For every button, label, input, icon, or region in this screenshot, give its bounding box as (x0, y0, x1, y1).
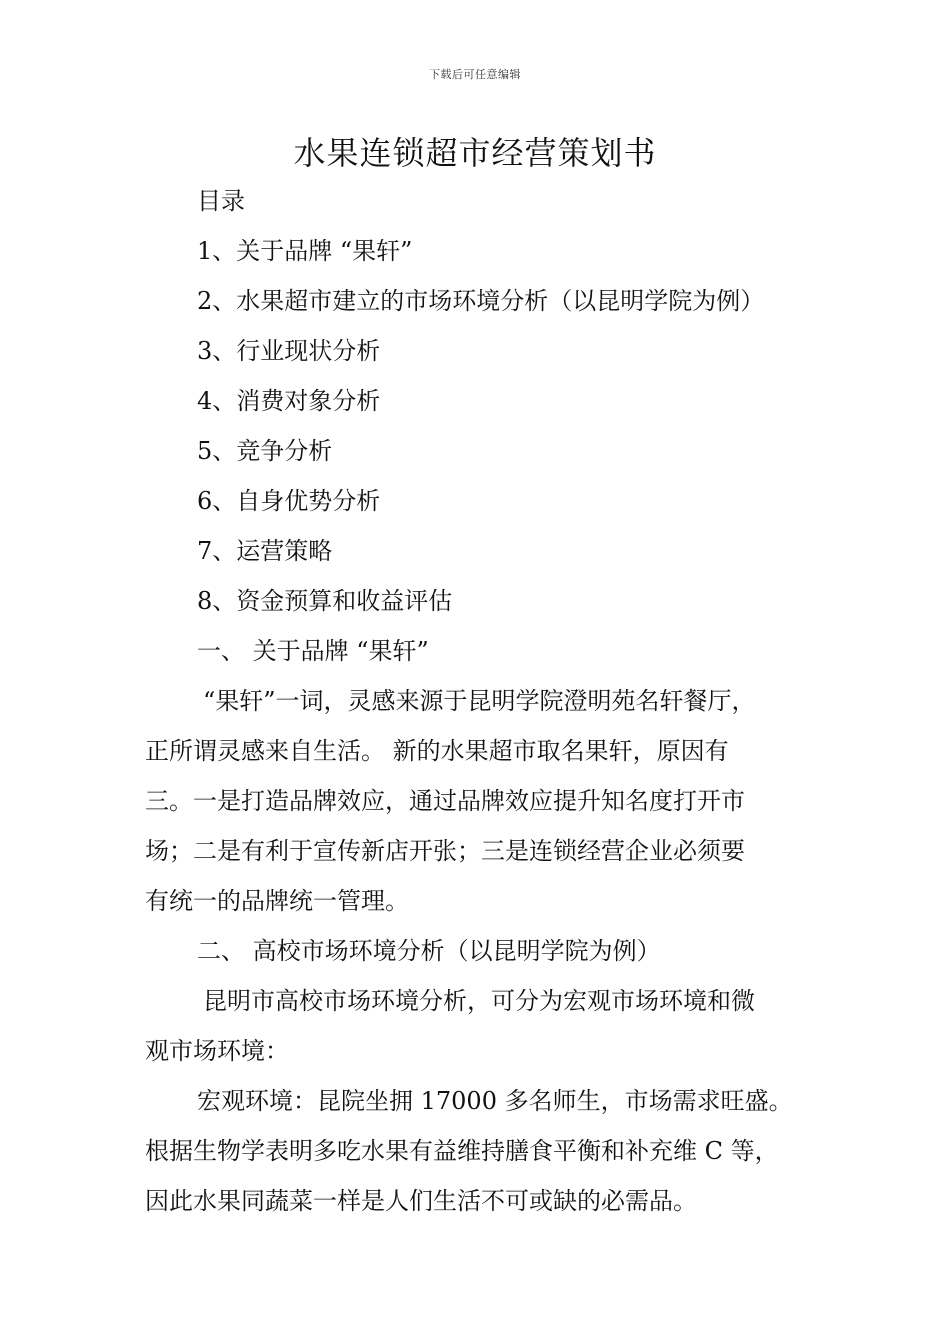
table-of-contents (145, 226, 835, 626)
toc-item: 8、资金预算和收益评估 (197, 587, 453, 615)
paragraph-line: 三。一是打造品牌效应，通过品牌效应提升知名度打开市 (145, 787, 745, 815)
paragraph-line: 正所谓灵感来自生活。 新的水果超市取名果轩，原因有 (145, 737, 729, 765)
toc-item: 7、运营策略 (197, 537, 333, 565)
paragraph-line: 宏观环境：昆院坐拥 17000 多名师生，市场需求旺盛。 (197, 1087, 793, 1115)
market-intro-paragraph (145, 976, 835, 1076)
toc-item: 5、竞争分析 (197, 437, 333, 465)
paragraph-line: “果轩”一词，灵感来源于昆明学院澄明苑名轩餐厅， (203, 687, 756, 715)
toc-item: 1、关于品牌 “果轩” (197, 237, 413, 265)
toc-item: 3、行业现状分析 (197, 337, 381, 365)
paragraph-line: 场；二是有利于宣传新店开张；三是连锁经营企业必须要 (145, 837, 745, 865)
paragraph-line: 有统一的品牌统一管理。 (145, 887, 409, 915)
toc-item: 6、自身优势分析 (197, 487, 381, 515)
paragraph-line: 因此水果同蔬菜一样是人们生活不可或缺的必需品。 (145, 1187, 697, 1215)
paragraph-line: 昆明市高校市场环境分析，可分为宏观市场环境和微 (203, 987, 755, 1015)
section-heading-market: 二、 高校市场环境分析（以昆明学院为例） (197, 937, 661, 965)
document-title: 水果连锁超市经营策划书 (293, 134, 657, 172)
macro-environment-paragraph (145, 1076, 835, 1226)
toc-item: 2、水果超市建立的市场环境分析（以昆明学院为例） (197, 287, 765, 315)
section-heading-brand: 一、 关于品牌 “果轩” (197, 637, 429, 665)
brand-paragraph (145, 676, 835, 926)
paragraph-line: 根据生物学表明多吃水果有益维持膳食平衡和补充维 C 等， (145, 1137, 779, 1165)
document-body (145, 176, 835, 1226)
toc-label: 目录 (197, 187, 245, 215)
header-note: 下载后可任意编辑 (429, 68, 521, 81)
toc-item: 4、消费对象分析 (197, 387, 381, 415)
paragraph-line: 观市场环境： (145, 1037, 289, 1065)
